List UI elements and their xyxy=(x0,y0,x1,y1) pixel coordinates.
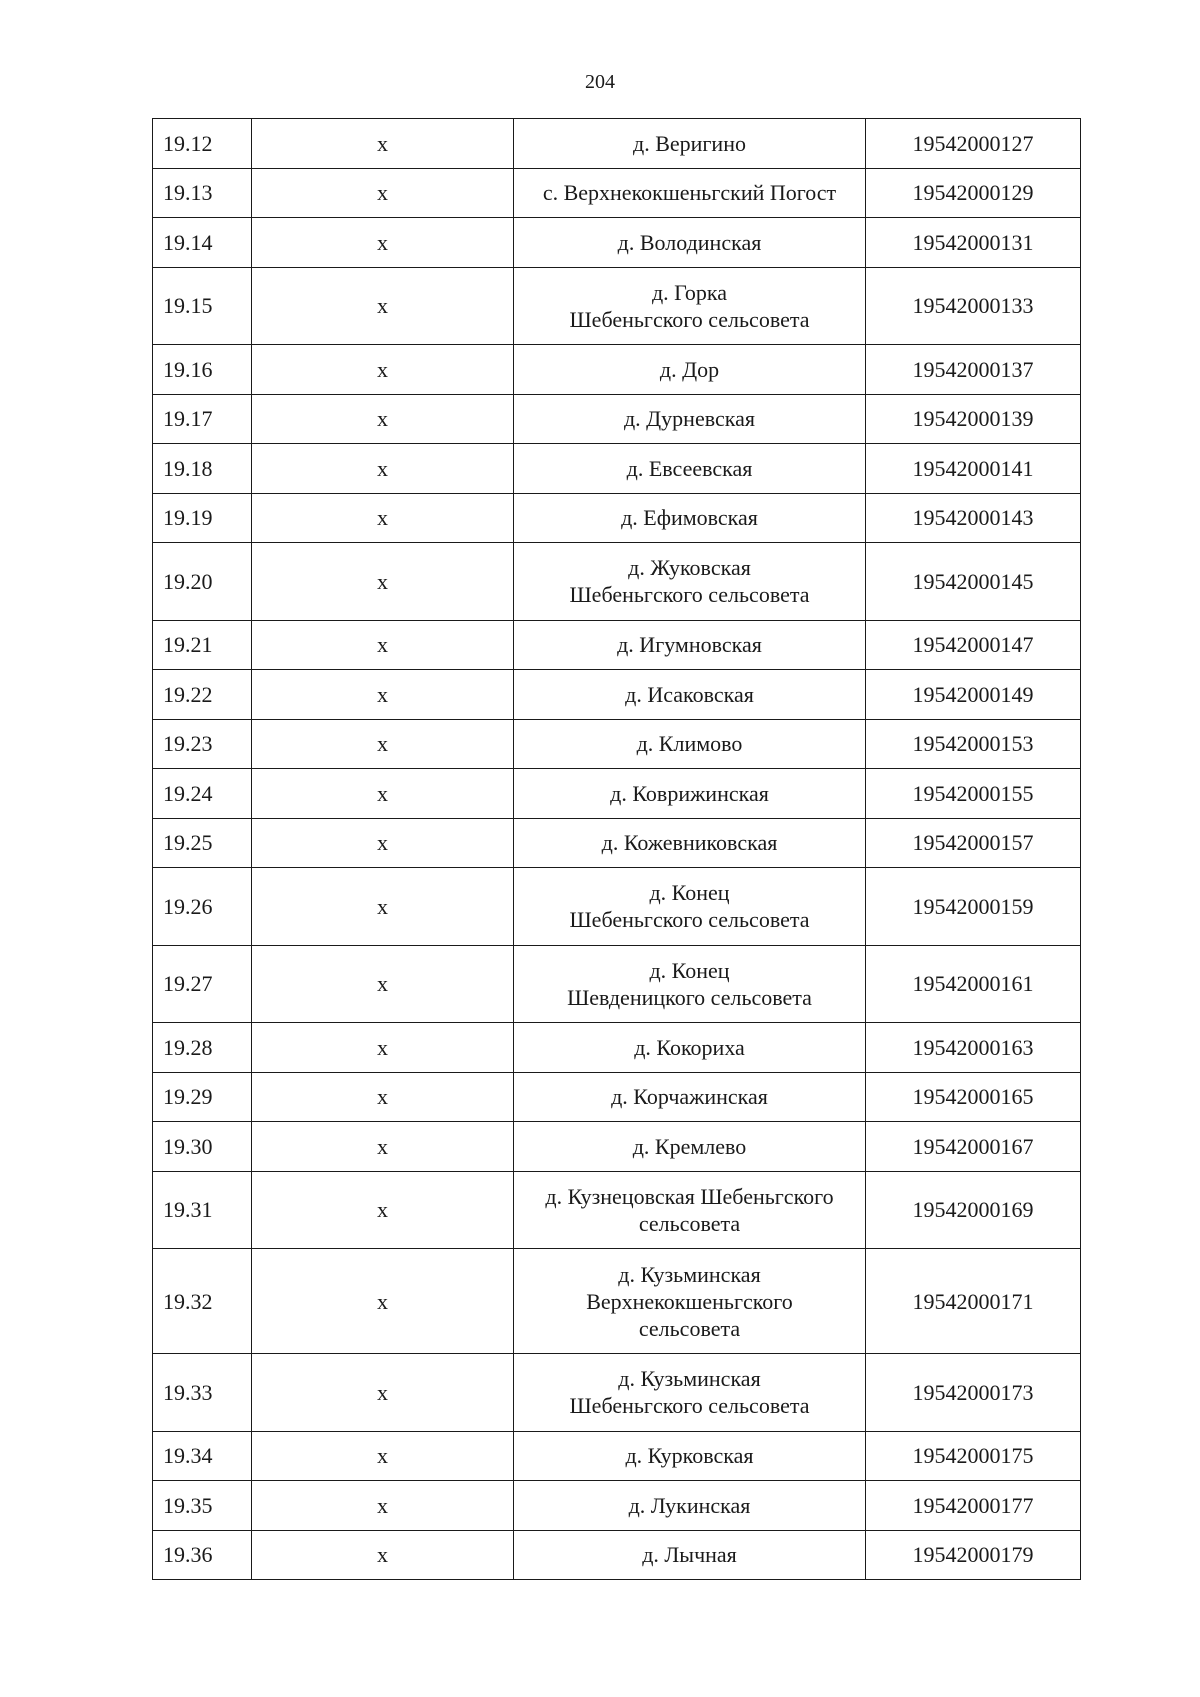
table-row xyxy=(153,119,1081,169)
row-mark-cell: х xyxy=(252,620,514,670)
settlement-name-cell: д. Дурневская xyxy=(514,394,866,444)
oktmo-code-cell: 19542000153 xyxy=(866,719,1081,769)
settlement-name-cell: д. Дор xyxy=(514,345,866,395)
row-mark-cell: х xyxy=(252,394,514,444)
table-row xyxy=(153,1072,1081,1122)
row-number-cell: 19.15 xyxy=(153,267,252,345)
table-row xyxy=(153,1481,1081,1531)
row-number-cell: 19.28 xyxy=(153,1023,252,1073)
oktmo-code-cell: 19542000143 xyxy=(866,493,1081,543)
settlement-name-cell: д. Кузнецовская Шебеньгского сельсовета xyxy=(514,1171,866,1249)
table-row xyxy=(153,719,1081,769)
row-number-cell: 19.31 xyxy=(153,1171,252,1249)
oktmo-code-cell: 19542000139 xyxy=(866,394,1081,444)
row-mark-cell: х xyxy=(252,1023,514,1073)
row-number-cell: 19.16 xyxy=(153,345,252,395)
settlement-name-cell: д. Кузьминская Верхнекокшеньгского сельсовета xyxy=(514,1249,866,1354)
row-mark-cell: х xyxy=(252,444,514,494)
row-mark-cell: х xyxy=(252,1354,514,1432)
row-mark-cell: х xyxy=(252,818,514,868)
table-row xyxy=(153,394,1081,444)
page-number: 204 xyxy=(585,71,615,93)
settlement-name-cell: д. Евсеевская xyxy=(514,444,866,494)
oktmo-code-cell: 19542000175 xyxy=(866,1431,1081,1481)
oktmo-code-cell: 19542000167 xyxy=(866,1122,1081,1172)
settlement-name-cell: д. Коврижинская xyxy=(514,769,866,819)
row-mark-cell: х xyxy=(252,769,514,819)
row-mark-cell: х xyxy=(252,1171,514,1249)
table-row xyxy=(153,1431,1081,1481)
oktmo-code-cell: 19542000163 xyxy=(866,1023,1081,1073)
row-mark-cell: х xyxy=(252,1431,514,1481)
row-number-cell: 19.33 xyxy=(153,1354,252,1432)
table-row xyxy=(153,769,1081,819)
oktmo-code-cell: 19542000141 xyxy=(866,444,1081,494)
settlement-name-cell: д. Жуковская Шебеньгского сельсовета xyxy=(514,543,866,621)
row-mark-cell: х xyxy=(252,868,514,946)
table-row xyxy=(153,1249,1081,1354)
row-number-cell: 19.27 xyxy=(153,945,252,1023)
row-mark-cell: х xyxy=(252,267,514,345)
settlement-name-cell: д. Кузьминская Шебеньгского сельсовета xyxy=(514,1354,866,1432)
table-row xyxy=(153,1171,1081,1249)
oktmo-code-cell: 19542000165 xyxy=(866,1072,1081,1122)
oktmo-code-cell: 19542000149 xyxy=(866,670,1081,720)
table-row xyxy=(153,868,1081,946)
settlement-name-cell: д. Лычная xyxy=(514,1530,866,1580)
table-row xyxy=(153,670,1081,720)
table-row xyxy=(153,168,1081,218)
row-mark-cell: х xyxy=(252,218,514,268)
row-number-cell: 19.17 xyxy=(153,394,252,444)
row-number-cell: 19.30 xyxy=(153,1122,252,1172)
table-row xyxy=(153,1530,1081,1580)
row-number-cell: 19.36 xyxy=(153,1530,252,1580)
settlement-name-cell: с. Верхнекокшеньгский Погост xyxy=(514,168,866,218)
settlement-name-cell: д. Володинская xyxy=(514,218,866,268)
row-number-cell: 19.14 xyxy=(153,218,252,268)
row-mark-cell: х xyxy=(252,670,514,720)
oktmo-code-cell: 19542000131 xyxy=(866,218,1081,268)
settlement-name-cell: д. Кокориха xyxy=(514,1023,866,1073)
oktmo-code-cell: 19542000155 xyxy=(866,769,1081,819)
row-mark-cell: х xyxy=(252,719,514,769)
settlement-name-cell: д. Курковская xyxy=(514,1431,866,1481)
row-mark-cell: х xyxy=(252,168,514,218)
row-number-cell: 19.35 xyxy=(153,1481,252,1531)
oktmo-code-cell: 19542000157 xyxy=(866,818,1081,868)
row-number-cell: 19.23 xyxy=(153,719,252,769)
row-number-cell: 19.22 xyxy=(153,670,252,720)
settlement-name-cell: д. Веригино xyxy=(514,119,866,169)
table-row xyxy=(153,1122,1081,1172)
settlement-name-cell: д. Кожевниковская xyxy=(514,818,866,868)
oktmo-code-cell: 19542000177 xyxy=(866,1481,1081,1531)
settlement-name-cell: д. Игумновская xyxy=(514,620,866,670)
table-body xyxy=(153,119,1081,1580)
row-number-cell: 19.12 xyxy=(153,119,252,169)
settlement-name-cell: д. Горка Шебеньгского сельсовета xyxy=(514,267,866,345)
settlement-name-cell: д. Климово xyxy=(514,719,866,769)
oktmo-code-cell: 19542000159 xyxy=(866,868,1081,946)
row-mark-cell: х xyxy=(252,543,514,621)
row-number-cell: 19.26 xyxy=(153,868,252,946)
oktmo-code-cell: 19542000145 xyxy=(866,543,1081,621)
settlement-name-cell: д. Ефимовская xyxy=(514,493,866,543)
oktmo-code-cell: 19542000161 xyxy=(866,945,1081,1023)
table-row xyxy=(153,444,1081,494)
settlement-name-cell: д. Конец Шевденицкого сельсовета xyxy=(514,945,866,1023)
row-number-cell: 19.21 xyxy=(153,620,252,670)
table-row xyxy=(153,1023,1081,1073)
row-mark-cell: х xyxy=(252,119,514,169)
table-row xyxy=(153,945,1081,1023)
oktmo-code-cell: 19542000127 xyxy=(866,119,1081,169)
row-number-cell: 19.24 xyxy=(153,769,252,819)
table-row xyxy=(153,493,1081,543)
row-number-cell: 19.32 xyxy=(153,1249,252,1354)
settlement-name-cell: д. Кремлево xyxy=(514,1122,866,1172)
settlement-name-cell: д. Корчажинская xyxy=(514,1072,866,1122)
oktmo-code-cell: 19542000179 xyxy=(866,1530,1081,1580)
settlement-name-cell: д. Исаковская xyxy=(514,670,866,720)
row-mark-cell: х xyxy=(252,1530,514,1580)
row-number-cell: 19.20 xyxy=(153,543,252,621)
settlement-name-cell: д. Конец Шебеньгского сельсовета xyxy=(514,868,866,946)
oktmo-code-cell: 19542000171 xyxy=(866,1249,1081,1354)
row-mark-cell: х xyxy=(252,1122,514,1172)
oktmo-code-cell: 19542000133 xyxy=(866,267,1081,345)
table-row xyxy=(153,218,1081,268)
row-number-cell: 19.13 xyxy=(153,168,252,218)
row-number-cell: 19.29 xyxy=(153,1072,252,1122)
row-mark-cell: х xyxy=(252,345,514,395)
oktmo-code-cell: 19542000137 xyxy=(866,345,1081,395)
table-row xyxy=(153,543,1081,621)
table-row xyxy=(153,1354,1081,1432)
settlements-table xyxy=(152,118,1081,1580)
settlement-name-cell: д. Лукинская xyxy=(514,1481,866,1531)
oktmo-code-cell: 19542000147 xyxy=(866,620,1081,670)
row-mark-cell: х xyxy=(252,1072,514,1122)
oktmo-code-cell: 19542000129 xyxy=(866,168,1081,218)
table-row xyxy=(153,620,1081,670)
row-number-cell: 19.18 xyxy=(153,444,252,494)
table-row xyxy=(153,345,1081,395)
row-mark-cell: х xyxy=(252,945,514,1023)
table-row xyxy=(153,267,1081,345)
row-mark-cell: х xyxy=(252,1481,514,1531)
row-mark-cell: х xyxy=(252,1249,514,1354)
row-number-cell: 19.34 xyxy=(153,1431,252,1481)
table-row xyxy=(153,818,1081,868)
oktmo-code-cell: 19542000169 xyxy=(866,1171,1081,1249)
oktmo-code-cell: 19542000173 xyxy=(866,1354,1081,1432)
row-number-cell: 19.19 xyxy=(153,493,252,543)
row-number-cell: 19.25 xyxy=(153,818,252,868)
row-mark-cell: х xyxy=(252,493,514,543)
